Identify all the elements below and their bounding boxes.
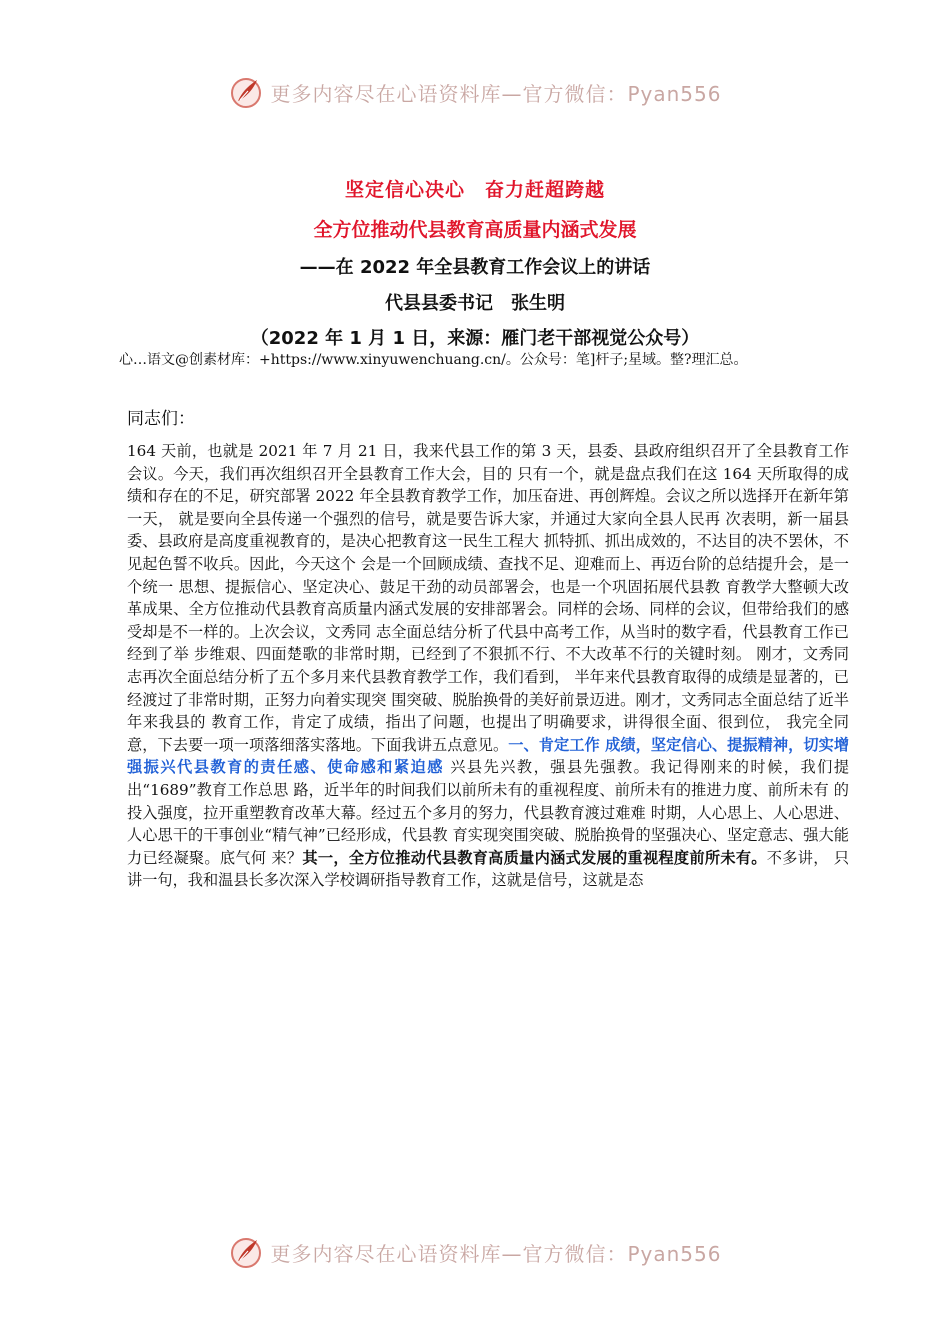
speaker: 代县县委书记 张生明 — [385, 293, 565, 314]
section-heading-1: 一、肯定工作 成绩，坚定信心、提振精神，切实增强振兴代县教育的责任感、使命感和紧迫感 — [127, 735, 850, 777]
speech-body — [127, 440, 849, 892]
speech-occasion: ——在 2022 年全县教育工作会议上的讲话 — [299, 257, 651, 278]
header-text: 更多内容尽在心语资料库—官方微信：Pyan556 — [270, 81, 722, 106]
title-block — [0, 170, 950, 356]
paragraph-3: 不多讲， 只讲一句，我和温县长多次深入学校调研指导教育工作，这就是信号，这就是态 — [127, 848, 850, 890]
header-banner — [0, 72, 950, 112]
greeting: 同志们： — [127, 409, 195, 429]
quill-seal-icon — [228, 74, 264, 110]
main-subtitle: 全方位推动代县教育高质量内涵式发展 — [313, 219, 637, 241]
date-source: （2022 年 1 月 1 日，来源：雁门老干部视觉公众号） — [250, 328, 700, 349]
source-note: 心…语文@创素材库：+https://www.xinyuwenchuang.cn/。公众号：笔]杆子;星域。整?理汇总。 — [119, 352, 748, 368]
bold-point-1: 其一，全方位推动代县教育高质量内涵式发展的重视程度前所未有。 — [302, 848, 767, 867]
paragraph-2: 兴县先兴教，强县先强教。我记得刚来的时候，我们提出“1689”教育工作总思 路，近半年的时间我们以前所未有的重视程度、前所未有的推进力度、前所未有 的投入强度，拉开重塑教育改革大幕。经过五个多月的努力，代县教育渡过难难 时期，人心思上、人心思进、人心思干的干事创业“精气神”已经形成，代县教 育实现突围突破、脱胎换骨的坚强决心、坚定意志、强大能力已经凝聚。底气何 来？ — [127, 758, 850, 867]
quill-seal-icon — [228, 1234, 264, 1270]
paragraph-1: 164 天前，也就是 2021 年 7 月 21 日，我来代县工作的第 3 天，县委、县政府组织召开了全县教育工作会议。今天，我们再次组织召开全县教育工作大会，目的 只有一个，就是盘点我们在这 164 天所取得的成绩和存在的不足，研究部署 2022 年全县教育教学工作，加压奋进、再创辉煌。会议之所以选择开在新年第一天， 就是要向全县传递一个强烈的信号，就是要告诉大家，并通过大家向全县人民再 次表明，新一届县委、县政府是高度重视教育的，是决心把教育这一民生工程大 抓特抓、抓出成效的，不达目的决不罢休，不见起色誓不收兵。因此，今天这个 会是一个回顾成绩、查找不足、迎难而上、再迈台阶的总结提升会，是一个统一 思想、提振信心、坚定决心、鼓足干劲的动员部署会，也是一个巩固拓展代县教 育教学大整顿大改革成果、全方位推动代县教育高质量内涵式发展的安排部署会。同样的会场、同样的会议，但带给我们的感受却是不一样的。上次会议，文秀同 志全面总结分析了代县中高考工作，从当时的数字看，代县教育工作已经到了举 步维艰、四面楚歌的非常时期，已经到了不狠抓不行、不大改革不行的关键时刻。 刚才，文秀同志再次全面总结分析了五个多月来代县教育教学工作，我们看到， 半年来代县教育取得的成绩是显著的，已经渡过了非常时期，正努力向着实现突 围突破、脱胎换骨的美好前景迈进。刚才，文秀同志全面总结了近半年来我县的 教育工作，肯定了成绩，指出了问题，也提出了明确要求，讲得很全面、很到位， 我完全同意，下去要一项一项落细落实落地。下面我讲五点意见。 — [127, 442, 849, 754]
footer-banner — [0, 1232, 950, 1272]
footer-text: 更多内容尽在心语资料库—官方微信：Pyan556 — [270, 1241, 722, 1266]
main-title: 坚定信心决心 奋力赶超跨越 — [344, 179, 605, 201]
